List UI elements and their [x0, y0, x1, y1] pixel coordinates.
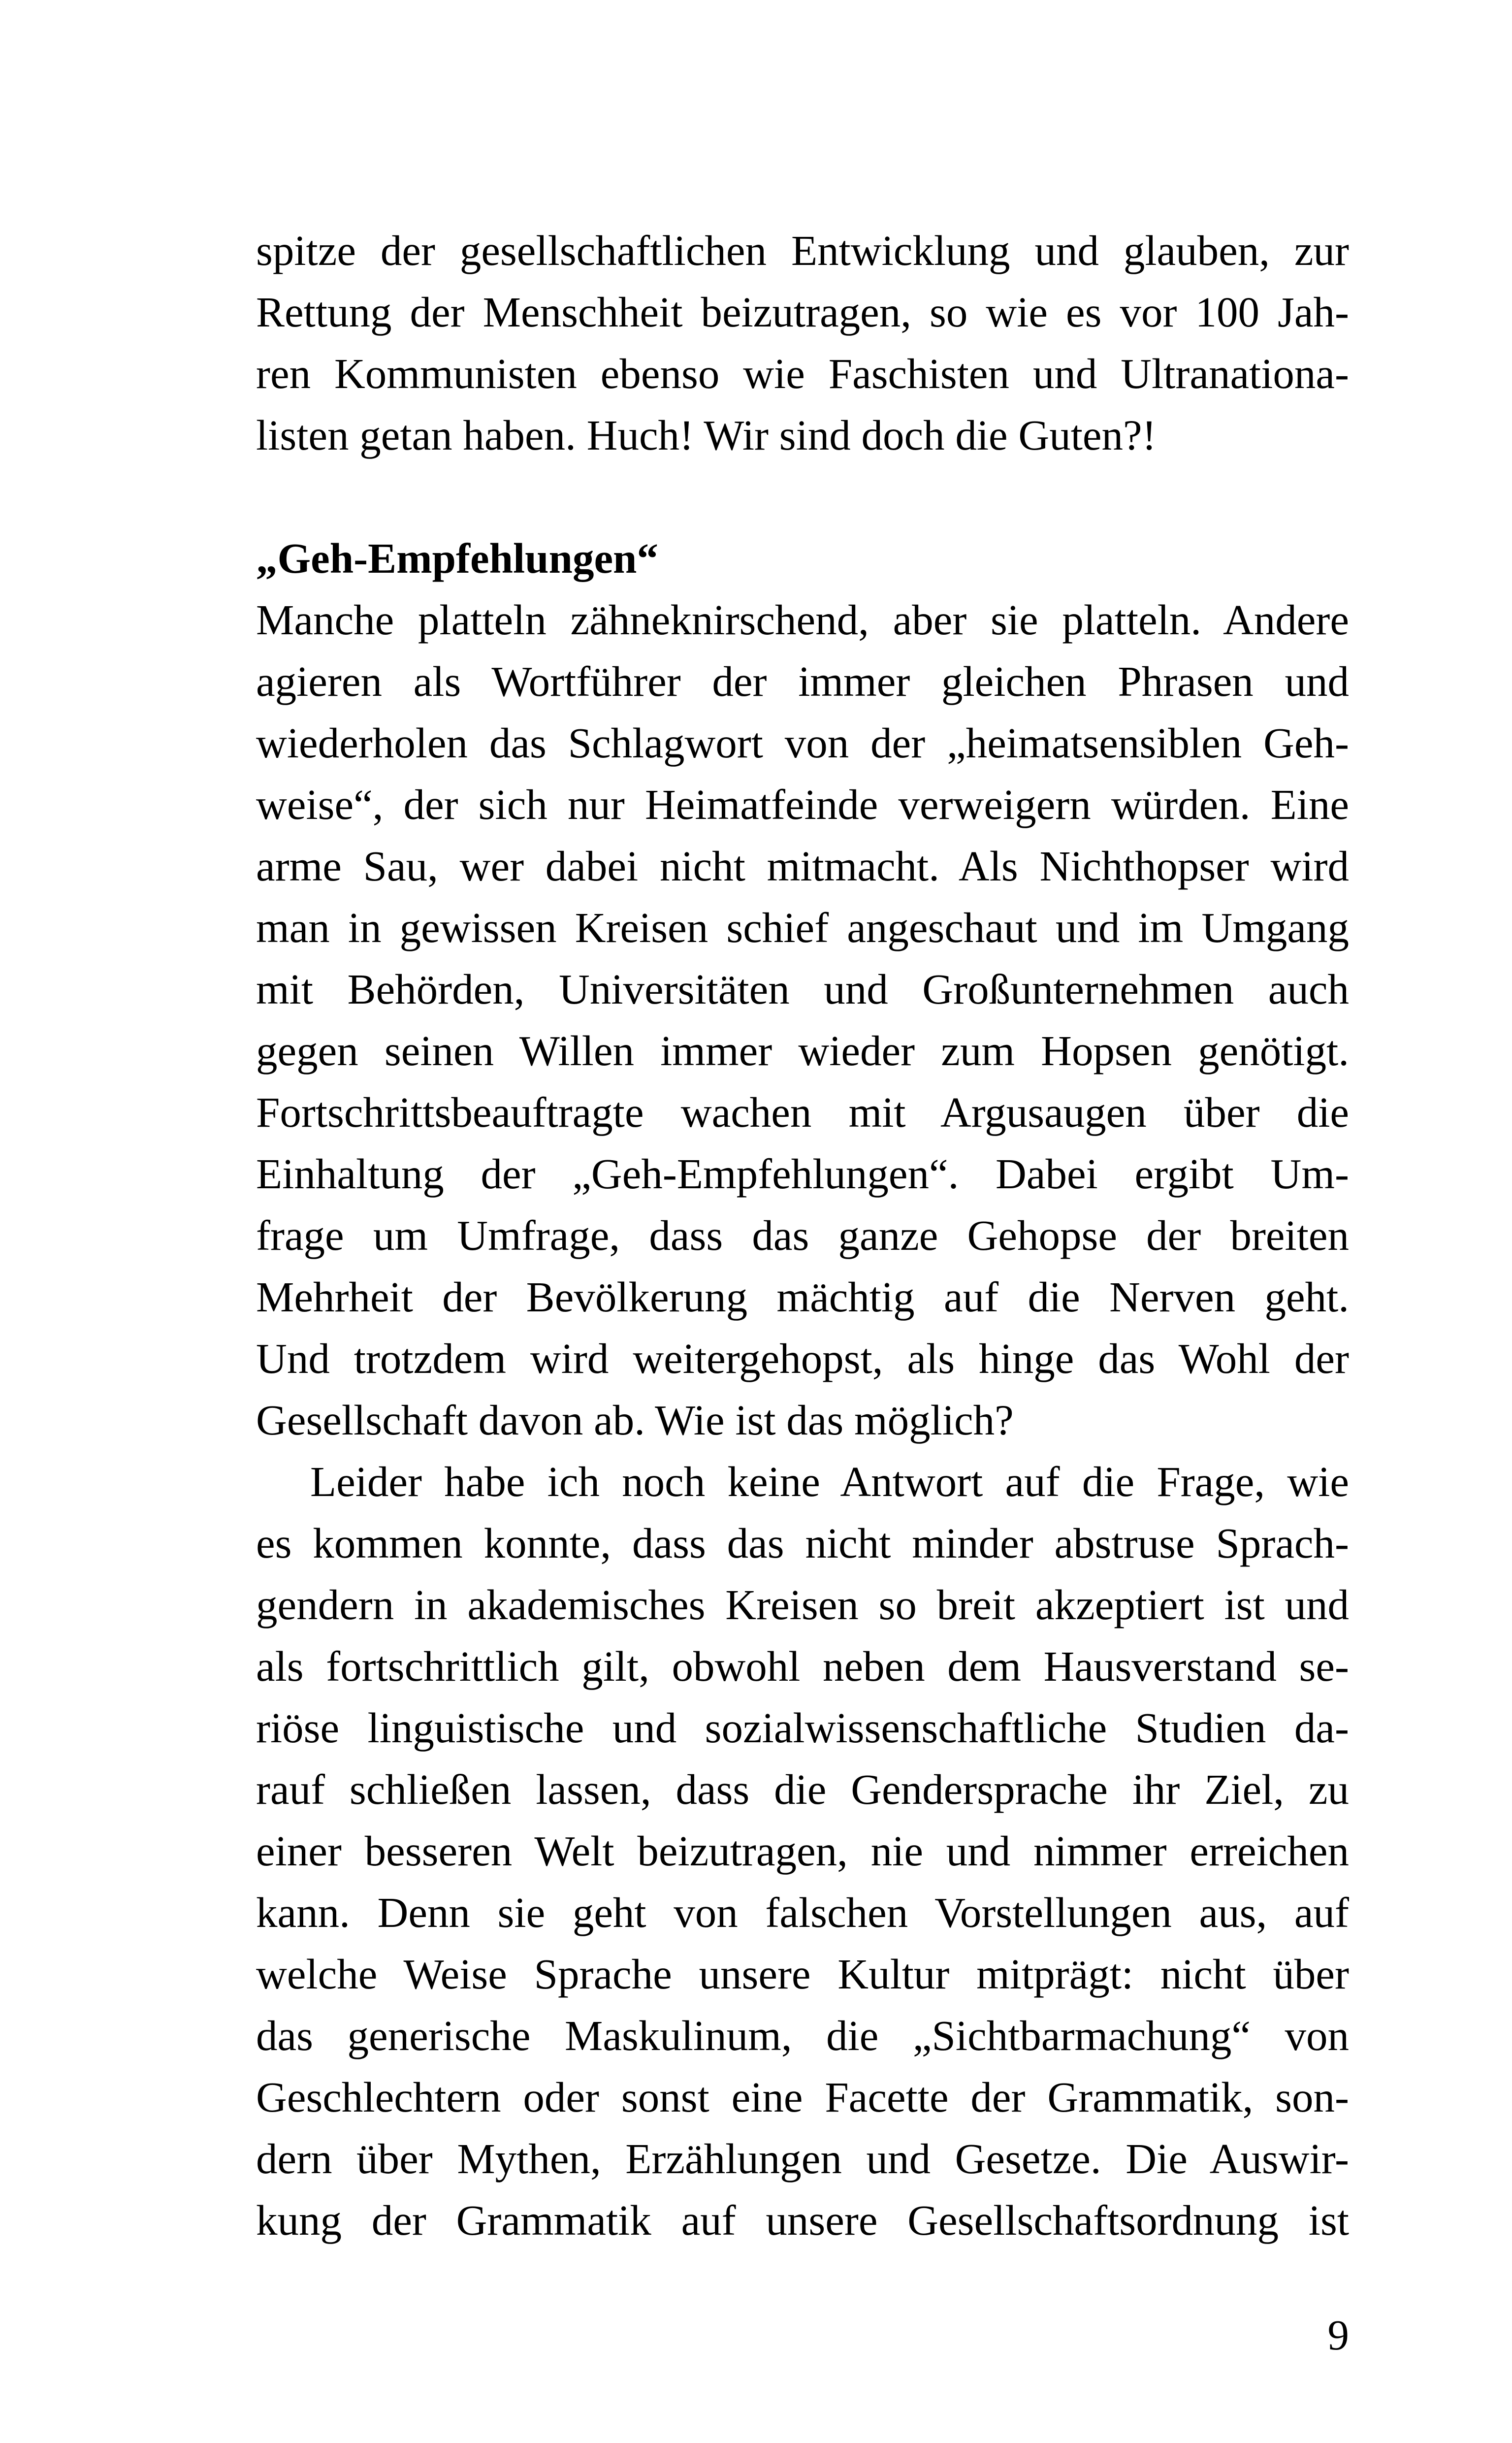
- page-number: 9: [1327, 2311, 1349, 2359]
- text-line: frage um Umfrage, dass das ganze Gehopse der breiten: [256, 1211, 1349, 1259]
- text-line: Und trotzdem wird weitergehopst, als hinge das Wohl der: [256, 1335, 1349, 1382]
- text-line: listen getan haben. Huch! Wir sind doch die Guten?!: [256, 411, 1157, 459]
- text-line: gegen seinen Willen immer wieder zum Hopsen genötigt.: [256, 1027, 1349, 1075]
- text-line: agieren als Wortführer der immer gleichen Phrasen und: [256, 657, 1349, 705]
- text-line: rauf schließen lassen, dass die Gendersprache ihr Ziel, zu: [256, 1765, 1349, 1813]
- text-line: Leider habe ich noch keine Antwort auf die Frage, wie: [310, 1458, 1349, 1505]
- text-line: Geschlechtern oder sonst eine Facette der Grammatik, son-: [256, 2073, 1349, 2121]
- text-line: dern über Mythen, Erzählungen und Gesetze. Die Auswir-: [256, 2135, 1349, 2182]
- text-line: kann. Denn sie geht von falschen Vorstellungen aus, auf: [256, 1889, 1349, 1936]
- text-line: als fortschrittlich gilt, obwohl neben dem Hausverstand se-: [256, 1642, 1349, 1690]
- text-line: Fortschrittsbeauftragte wachen mit Argusaugen über die: [256, 1088, 1349, 1136]
- text-line: Einhaltung der „Geh-Empfehlungen“. Dabei ergibt Um-: [256, 1150, 1349, 1198]
- text-line: es kommen konnte, dass das nicht minder abstruse Sprach-: [256, 1519, 1349, 1567]
- text-line: welche Weise Sprache unsere Kultur mitprägt: nicht über: [256, 1950, 1349, 1998]
- text-line: Mehrheit der Bevölkerung mächtig auf die Nerven geht.: [256, 1273, 1349, 1321]
- text-line: mit Behörden, Universitäten und Großunternehmen auch: [256, 965, 1349, 1013]
- text-line: man in gewissen Kreisen schief angeschaut und im Umgang: [256, 904, 1349, 951]
- text-line: weise“, der sich nur Heimatfeinde verweigern würden. Eine: [256, 781, 1349, 828]
- text-line: ren Kommunisten ebenso wie Faschisten und Ultranationa-: [256, 350, 1349, 397]
- section-heading: „Geh-Empfehlungen“: [256, 534, 658, 582]
- text-line: wiederholen das Schlagwort von der „heimatsensiblen Geh-: [256, 719, 1349, 767]
- text-line: das generische Maskulinum, die „Sichtbarmachung“ von: [256, 2012, 1349, 2059]
- text-line: gendern in akademisches Kreisen so breit akzeptiert ist und: [256, 1581, 1349, 1629]
- text-line: einer besseren Welt beizutragen, nie und nimmer erreichen: [256, 1827, 1349, 1875]
- text-line: spitze der gesellschaftlichen Entwicklung und glauben, zur: [256, 227, 1349, 274]
- text-line: Manche platteln zähneknirschend, aber sie platteln. Andere: [256, 596, 1349, 644]
- text-block: [256, 220, 1349, 2251]
- text-line: arme Sau, wer dabei nicht mitmacht. Als Nichthopser wird: [256, 842, 1349, 890]
- text-line: Gesellschaft davon ab. Wie ist das möglich?: [256, 1396, 1014, 1444]
- text-line: Rettung der Menschheit beizutragen, so wie es vor 100 Jah-: [256, 288, 1349, 336]
- text-line: kung der Grammatik auf unsere Gesellschaftsordnung ist: [256, 2196, 1349, 2244]
- text-line: riöse linguistische und sozialwissenschaftliche Studien da-: [256, 1704, 1349, 1752]
